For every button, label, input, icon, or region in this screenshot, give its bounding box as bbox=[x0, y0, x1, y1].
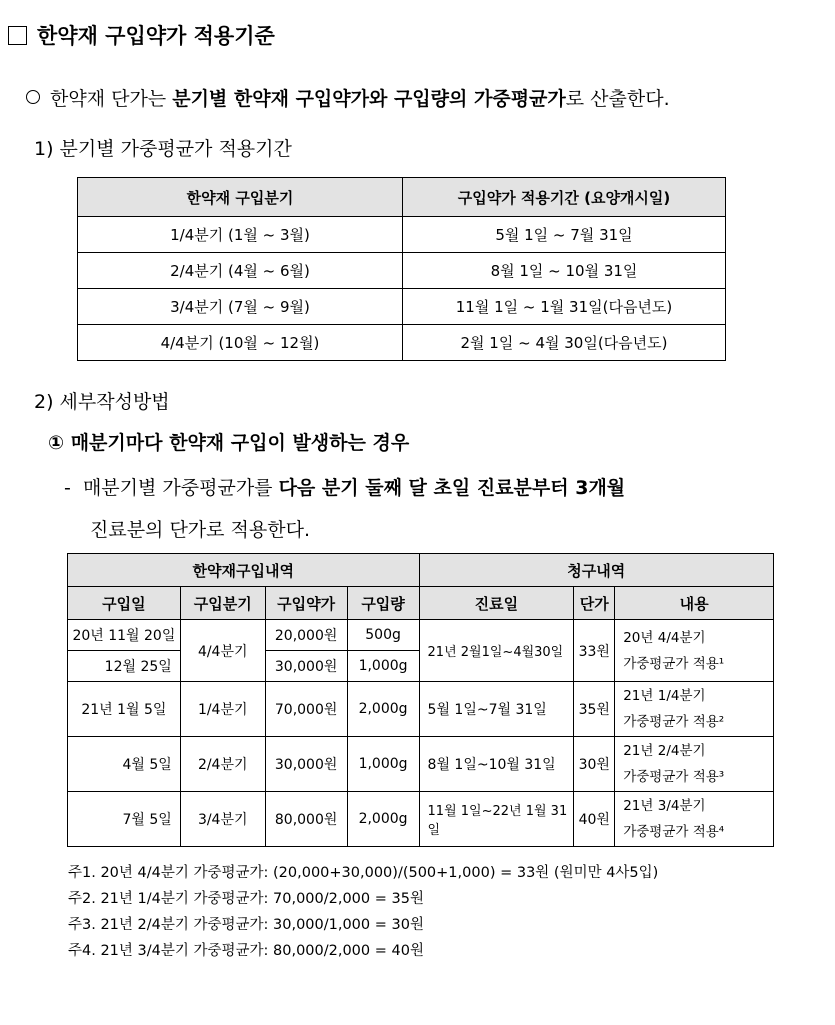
footnote-2: 주2. 21년 1/4분기 가중평균가: 70,000/2,000 = 35원 bbox=[68, 891, 424, 907]
cell-quarter: 4/4분기 (10월 ~ 12월) bbox=[78, 325, 403, 361]
col-header-quarter: 한약재 구입분기 bbox=[78, 178, 403, 217]
page-title bbox=[8, 20, 275, 50]
cell-quarter: 2/4분기 (4월 ~ 6월) bbox=[78, 253, 403, 289]
title-text: 한약재 구입약가 적용기준 bbox=[37, 24, 275, 48]
content-line1: 20년 4/4분기 bbox=[623, 629, 706, 646]
cell-period: 5월 1일 ~ 7월 31일 bbox=[403, 217, 726, 253]
col-header-unit: 단가 bbox=[574, 587, 615, 620]
cell-quarter: 3/4분기 (7월 ~ 9월) bbox=[78, 289, 403, 325]
cell-treat: 5월 1일~7월 31일 bbox=[419, 682, 574, 737]
group-header-claim: 청구내역 bbox=[419, 554, 773, 587]
cell-treat: 21년 2월1일~4월30일 bbox=[419, 620, 574, 682]
group-header-row bbox=[68, 554, 774, 587]
table-row bbox=[68, 792, 774, 847]
cell-price: 30,000원 bbox=[265, 651, 347, 682]
cell-unit: 30원 bbox=[574, 737, 615, 792]
circle-bullet-icon bbox=[26, 90, 40, 104]
section2-desc-line2: 진료분의 단가로 적용한다. bbox=[90, 519, 311, 541]
cell-date: 21년 1월 5일 bbox=[68, 682, 181, 737]
table-row bbox=[78, 289, 726, 325]
footnote-4: 주4. 21년 3/4분기 가중평균가: 80,000/2,000 = 40원 bbox=[68, 943, 424, 959]
col-header-period: 구입약가 적용기간 (요양개시일) bbox=[403, 178, 726, 217]
cell-price: 30,000원 bbox=[265, 737, 347, 792]
cell-unit: 35원 bbox=[574, 682, 615, 737]
group-header-purchase: 한약재구입내역 bbox=[68, 554, 420, 587]
col-header-qty: 구입량 bbox=[347, 587, 419, 620]
cell-qty: 1,000g bbox=[347, 737, 419, 792]
cell-unit: 40원 bbox=[574, 792, 615, 847]
intro-prefix: 한약재 단가는 bbox=[50, 88, 173, 110]
cell-qty: 1,000g bbox=[347, 651, 419, 682]
col-header-date: 구입일 bbox=[68, 587, 181, 620]
table-row bbox=[78, 253, 726, 289]
table-header-row bbox=[68, 587, 774, 620]
cell-date: 7월 5일 bbox=[68, 792, 181, 847]
cell-date: 12월 25일 bbox=[68, 651, 181, 682]
content-line1: 21년 1/4분기 bbox=[623, 688, 706, 704]
footnote-1: 주1. 20년 4/4분기 가중평균가: (20,000+30,000)/(500+1,000) = 33원 (원미만 4사5입) bbox=[68, 865, 659, 881]
cell-period: 11월 1일 ~ 1월 31일(다음년도) bbox=[403, 289, 726, 325]
cell-date: 4월 5일 bbox=[68, 737, 181, 792]
section1-heading: 1) 분기별 가중평균가 적용기간 bbox=[34, 138, 292, 160]
cell-qty: 2,000g bbox=[347, 792, 419, 847]
cell-content bbox=[615, 620, 774, 682]
cell-quarter: 1/4분기 (1월 ~ 3월) bbox=[78, 217, 403, 253]
section2-heading: 2) 세부작성방법 bbox=[34, 391, 170, 413]
cell-date: 20년 11월 20일 bbox=[68, 620, 181, 651]
section2-desc-line1 bbox=[64, 473, 625, 500]
intro-bold: 분기별 한약재 구입약가와 구입량의 가중평균가 bbox=[172, 88, 566, 110]
cell-treat: 11월 1일~22년 1월 31일 bbox=[419, 792, 574, 847]
cell-content bbox=[615, 792, 774, 847]
table-row bbox=[68, 620, 774, 651]
cell-unit: 33원 bbox=[574, 620, 615, 682]
col-header-quarter: 구입분기 bbox=[180, 587, 265, 620]
content-line1: 21년 2/4분기 bbox=[623, 743, 706, 759]
cell-price: 20,000원 bbox=[265, 620, 347, 651]
checkbox-square-icon bbox=[8, 26, 27, 45]
cell-quarter: 3/4분기 bbox=[180, 792, 265, 847]
intro-paragraph bbox=[26, 84, 670, 111]
cell-qty: 500g bbox=[347, 620, 419, 651]
content-line2: 가중평균가 적용³ bbox=[623, 769, 725, 785]
cell-price: 80,000원 bbox=[265, 792, 347, 847]
desc-bold: 다음 분기 둘째 달 초일 진료분부터 3개월 bbox=[278, 477, 626, 499]
quarter-period-table bbox=[77, 177, 726, 361]
col-header-price: 구입약가 bbox=[265, 587, 347, 620]
cell-quarter: 2/4분기 bbox=[180, 737, 265, 792]
content-line2: 가중평균가 적용¹ bbox=[623, 655, 725, 672]
cell-quarter: 1/4분기 bbox=[180, 682, 265, 737]
cell-period: 8월 1일 ~ 10월 31일 bbox=[403, 253, 726, 289]
purchase-claim-table bbox=[67, 553, 774, 847]
table-row bbox=[68, 737, 774, 792]
cell-content bbox=[615, 737, 774, 792]
table-row bbox=[78, 325, 726, 361]
content-line2: 가중평균가 적용⁴ bbox=[623, 824, 725, 840]
footnote-3: 주3. 21년 2/4분기 가중평균가: 30,000/1,000 = 30원 bbox=[68, 917, 424, 933]
dash-bullet: - bbox=[64, 477, 71, 499]
cell-content bbox=[615, 682, 774, 737]
cell-qty: 2,000g bbox=[347, 682, 419, 737]
cell-quarter: 4/4분기 bbox=[180, 620, 265, 682]
content-line2: 가중평균가 적용² bbox=[623, 714, 725, 730]
table-header-row bbox=[78, 178, 726, 217]
table-row bbox=[68, 682, 774, 737]
desc-prefix: 매분기별 가중평균가를 bbox=[82, 477, 279, 499]
table-row bbox=[78, 217, 726, 253]
cell-price: 70,000원 bbox=[265, 682, 347, 737]
cell-treat: 8월 1일~10월 31일 bbox=[419, 737, 574, 792]
cell-period: 2월 1일 ~ 4월 30일(다음년도) bbox=[403, 325, 726, 361]
col-header-treat: 진료일 bbox=[419, 587, 574, 620]
col-header-content: 내용 bbox=[615, 587, 774, 620]
intro-suffix: 로 산출한다. bbox=[565, 88, 670, 110]
content-line1: 21년 3/4분기 bbox=[623, 798, 706, 814]
section2-subheading: ① 매분기마다 한약재 구입이 발생하는 경우 bbox=[48, 432, 410, 454]
